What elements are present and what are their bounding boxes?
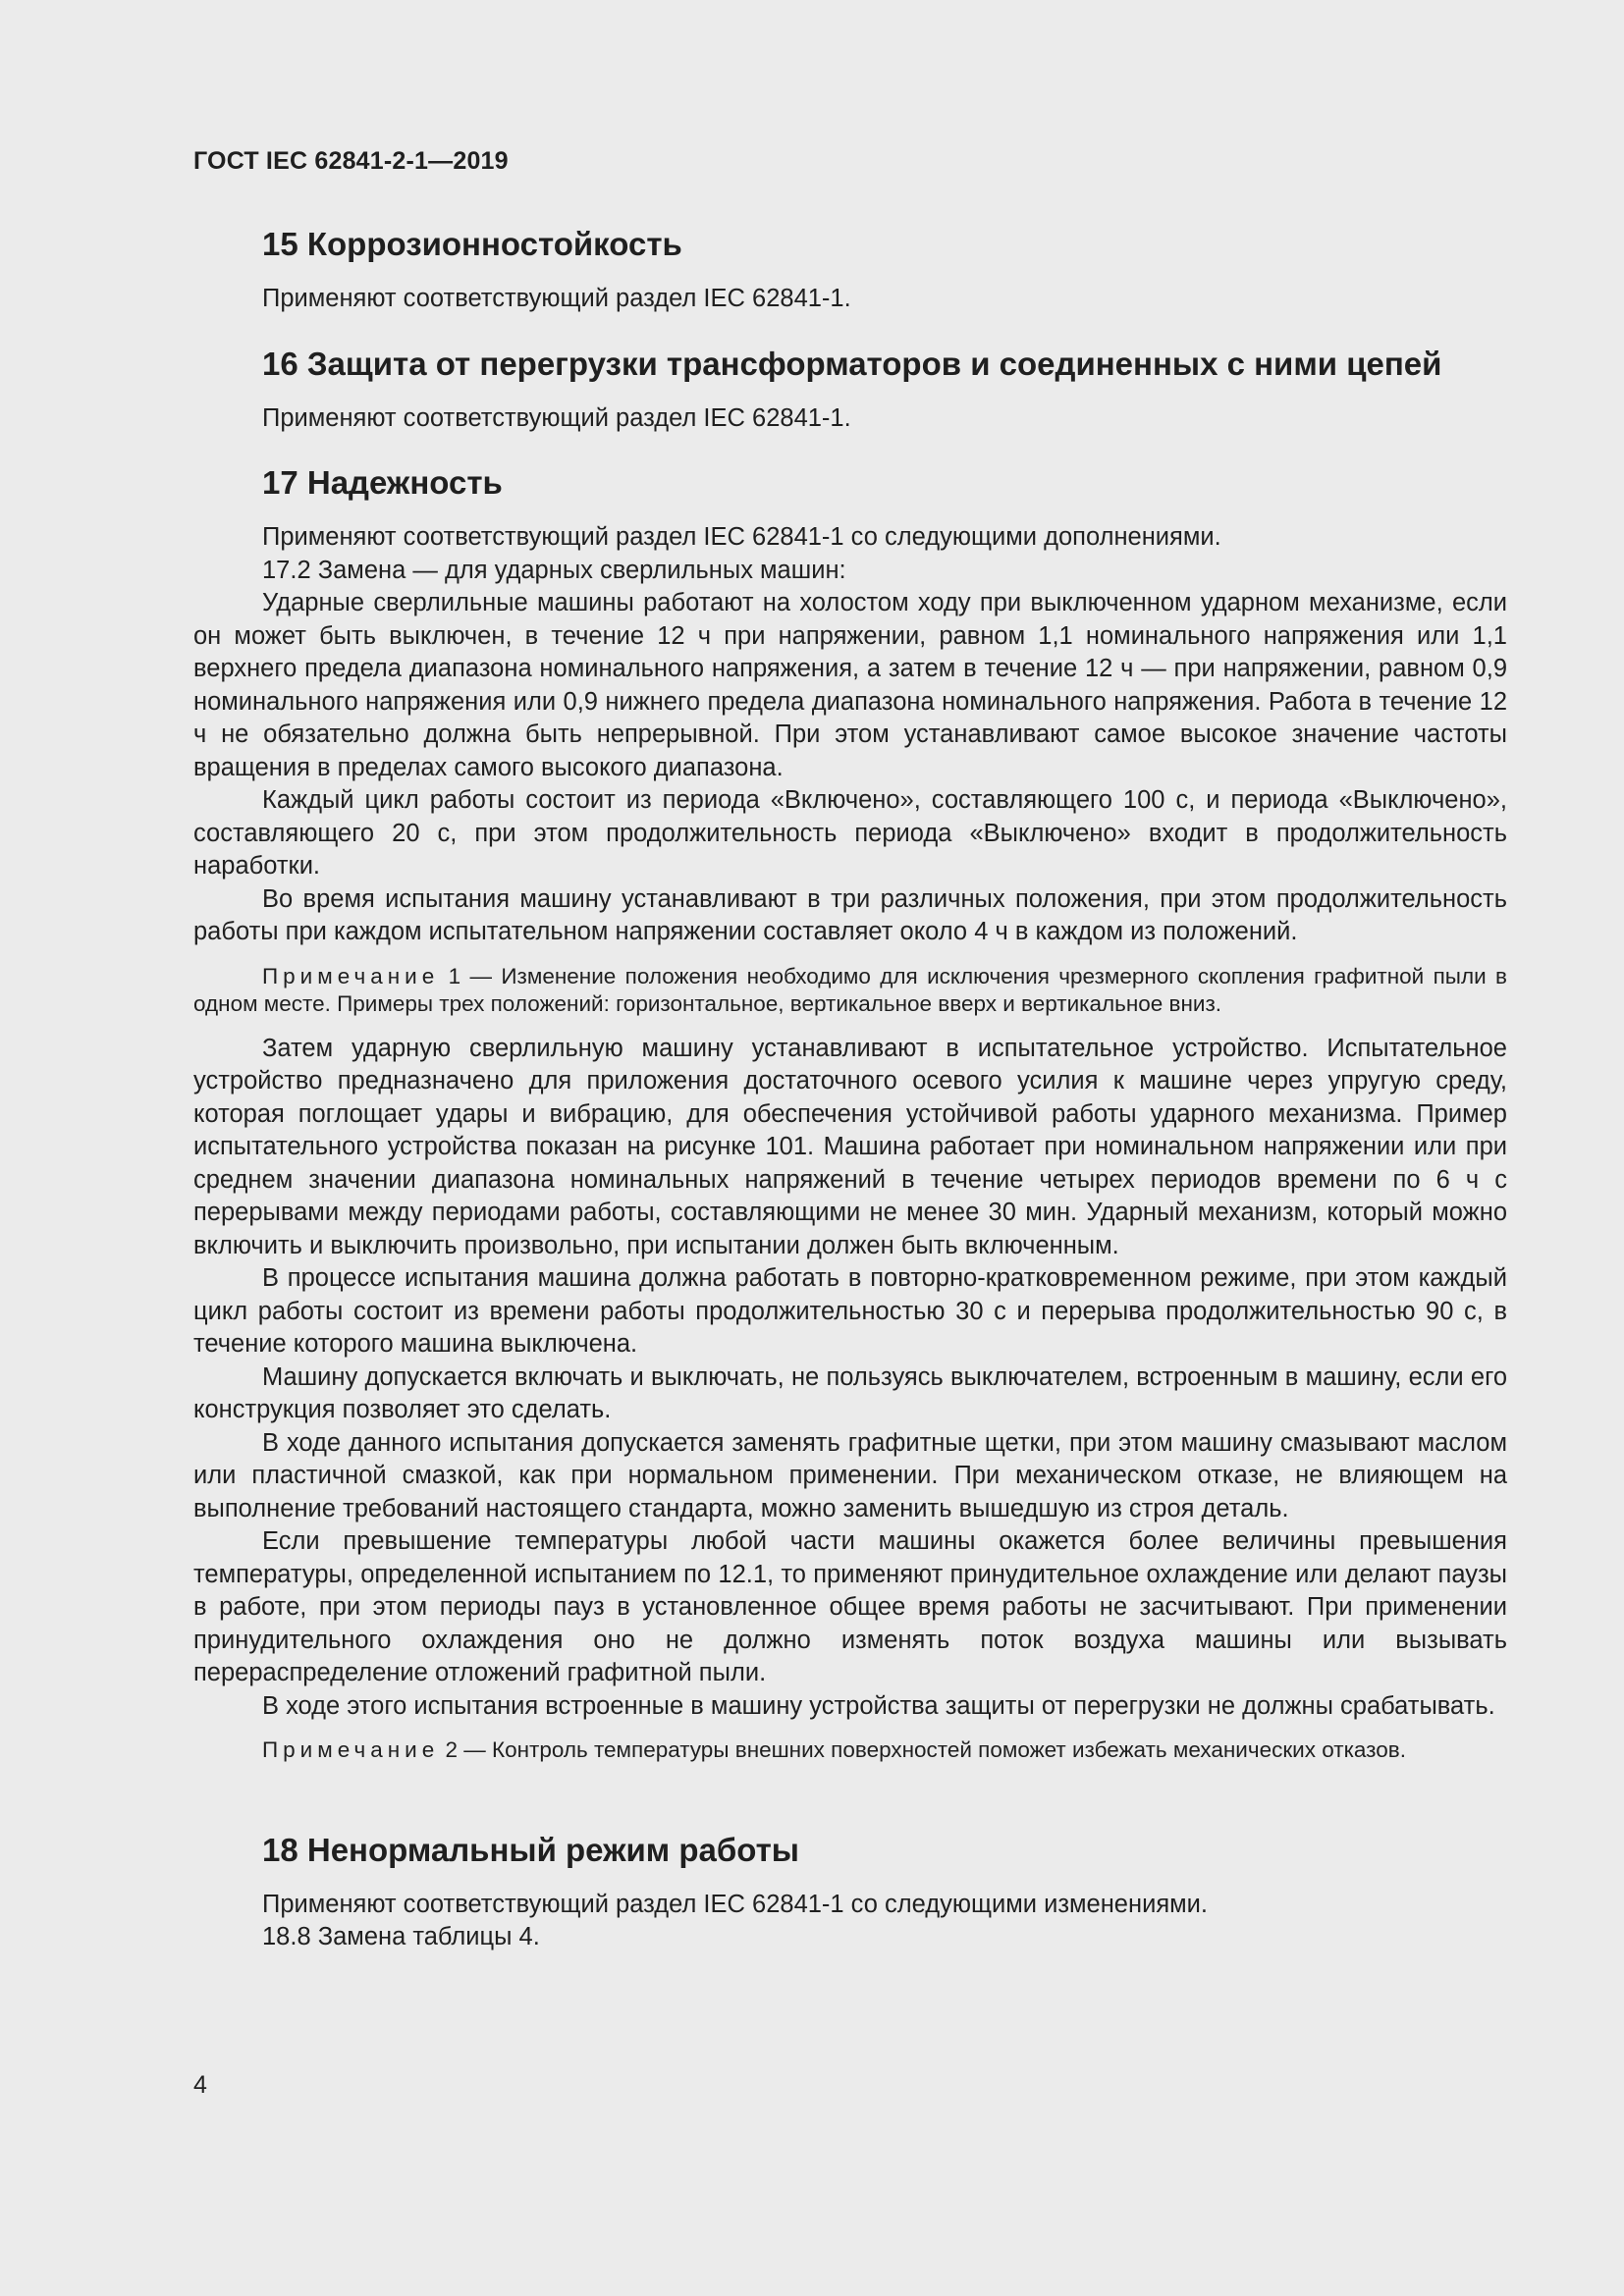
section-17-title: 17 Надежность (262, 464, 503, 501)
paragraph: Затем ударную сверлильную машину устанавливают в испытательное устройство. Испытательное устройство предназначено для приложения достаточного осевого усилия к машине через упругую среду, которая поглощает удары и вибрацию, для обеспечения устойчивой работы ударного механизма. Пример испытательного устройства показан на рисунке 101. Машина работает при номинальном напряжении или при среднем значении диапазона номинальных напряжений в течение четырех периодов времени по 6 ч с перерывами между периодами работы, составляющими не менее 30 мин. Ударный механизм, который можно включить и выключить произвольно, при испытании должен быть включенным. (193, 1034, 1507, 1259)
note-label: Примечание (262, 963, 440, 988)
paragraph: Каждый цикл работы состоит из периода «Включено», составляющего 100 с, и периода «Выключено», составляющего 20 с, при этом продолжительность периода «Выключено» входит в продолжительность наработки. (193, 786, 1507, 880)
paragraph: Машину допускается включать и выключать, не пользуясь выключателем, встроенным в машину, если его конструкция позволяет это сделать. (193, 1362, 1507, 1423)
note-2 (193, 1736, 1507, 1765)
section-17-intro: Применяют соответствующий раздел IEC 62841-1 со следующими дополнениями. (262, 523, 1221, 551)
paragraph: В ходе данного испытания допускается заменять графитные щетки, при этом машину смазывают маслом или пластичной смазкой, как при нормальном применении. При механическом отказе, не влияющем на выполнение требований настоящего стандарта, можно заменить вышедшую из строя деталь. (193, 1428, 1507, 1522)
page-number: 4 (193, 2071, 207, 2099)
paragraph: В процессе испытания машина должна работать в повторно-кратковременном режиме, при этом каждый цикл работы состоит из времени работы продолжительностью 30 с и перерыва продолжительностью 90 с, в течение которого машина выключена. (193, 1264, 1507, 1358)
paragraph: Если превышение температуры любой части машины окажется более величины превышения температуры, определенной испытанием по 12.1, то применяют принудительное охлаждение или делают паузы в работе, при этом периоды пауз в установленное общее время работы не засчитывают. При применении принудительного охлаждения оно не должно изменять поток воздуха машины или вызывать перераспределение отложений графитной пыли. (193, 1527, 1507, 1686)
section-18-title: 18 Ненормальный режим работы (262, 1831, 799, 1868)
note-label: Примечание (262, 1737, 440, 1762)
paragraph: В ходе этого испытания встроенные в машину устройства защиты от перегрузки не должны срабатывать. (262, 1691, 1495, 1720)
section-16-title: 16 Защита от перегрузки трансформаторов и соединенных с ними цепей (262, 345, 1442, 382)
section-16-text: Применяют соответствующий раздел IEC 62841-1. (262, 403, 851, 432)
page-content (193, 220, 1507, 1954)
section-15-title: 15 Коррозионностойкость (262, 226, 682, 262)
section-15-text: Применяют соответствующий раздел IEC 62841-1. (262, 285, 851, 312)
section-17-sub: 17.2 Замена — для ударных сверлильных машин: (262, 556, 846, 584)
paragraph: Во время испытания машину устанавливают в три различных положения, при этом продолжительность работы при каждом испытательном напряжении составляет около 4 ч в каждом из положений. (193, 884, 1507, 945)
document-header: ГОСТ IEC 62841-2-1—2019 (193, 147, 509, 175)
note-text: 1 — Изменение положения необходимо для исключения чрезмерного скопления графитной пыли в одном месте. Примеры трех положений: горизонтальное, вертикальное вверх и вертикальное вниз. (193, 963, 1507, 1016)
note-text: 2 — Контроль температуры внешних поверхностей поможет избежать механических отказов. (439, 1737, 1406, 1762)
section-18-sub: 18.8 Замена таблицы 4. (262, 1923, 540, 1950)
note-1 (193, 963, 1507, 1019)
section-18-intro: Применяют соответствующий раздел IEC 62841-1 со следующими изменениями. (262, 1890, 1208, 1918)
paragraph: Ударные сверлильные машины работают на холостом ходу при выключенном ударном механизме, если он может быть выключен, в течение 12 ч при напряжении, равном 1,1 номинального напряжения или 1,1 верхнего предела диапазона номинального напряжения, а затем в течение 12 ч — при напряжении, равном 0,9 номинального напряжения или 0,9 нижнего предела диапазона номинального напряжения. Работа в течение 12 ч не обязательно должна быть непрерывной. При этом устанавливают самое высокое значение частоты вращения в пределах самого высокого диапазона. (193, 589, 1507, 781)
